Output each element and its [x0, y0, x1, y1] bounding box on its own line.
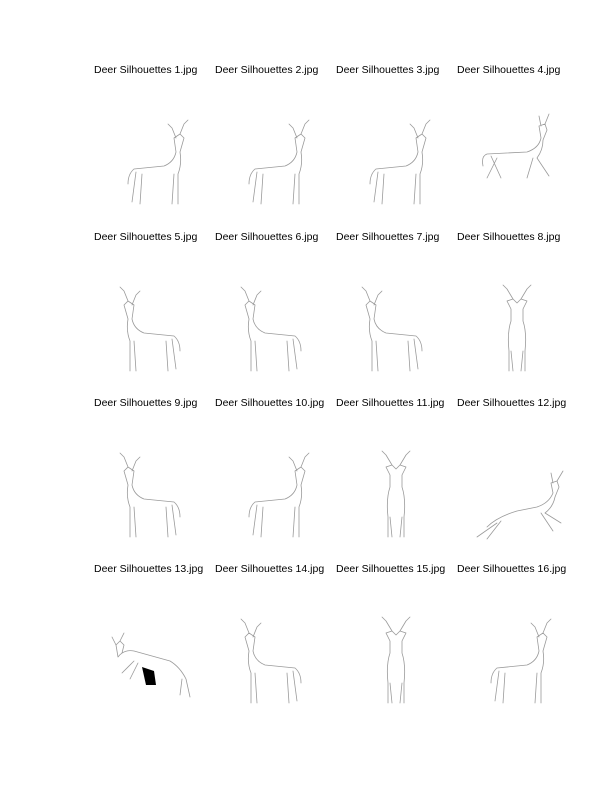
file-name-label: Deer Silhouettes 15.jpg — [336, 563, 446, 575]
file-name-label: Deer Silhouettes 1.jpg — [94, 64, 198, 76]
image-thumbnail-cell[interactable] — [457, 231, 579, 397]
deer-thumbnail[interactable] — [94, 261, 216, 396]
standing-deer-icon — [215, 94, 337, 229]
deer-thumbnail[interactable] — [457, 593, 579, 728]
deer-thumbnail[interactable] — [457, 94, 579, 229]
file-name-label: Deer Silhouettes 13.jpg — [94, 563, 204, 575]
deer-thumbnail[interactable] — [336, 427, 458, 562]
image-thumbnail-cell[interactable] — [336, 231, 458, 397]
front-deer-icon — [457, 261, 579, 396]
running-deer-icon — [94, 593, 216, 728]
image-thumbnail-cell[interactable] — [215, 563, 337, 729]
deer-thumbnail[interactable] — [457, 261, 579, 396]
deer-thumbnail[interactable] — [336, 593, 458, 728]
file-name-label: Deer Silhouettes 5.jpg — [94, 231, 198, 243]
deer-thumbnail[interactable] — [94, 94, 216, 229]
image-thumbnail-cell[interactable] — [94, 563, 216, 729]
deer-thumbnail[interactable] — [215, 593, 337, 728]
image-thumbnail-cell[interactable] — [336, 397, 458, 563]
file-name-label: Deer Silhouettes 14.jpg — [215, 563, 325, 575]
image-thumbnail-cell[interactable] — [336, 563, 458, 729]
standing-deer-icon — [215, 593, 337, 728]
image-thumbnail-cell[interactable] — [215, 64, 337, 230]
standing-deer-icon — [94, 427, 216, 562]
file-name-label: Deer Silhouettes 9.jpg — [94, 397, 198, 409]
file-name-label: Deer Silhouettes 8.jpg — [457, 231, 561, 243]
image-thumbnail-cell[interactable] — [94, 231, 216, 397]
walking-deer-icon — [457, 94, 579, 229]
image-thumbnail-cell[interactable] — [457, 397, 579, 563]
deer-thumbnail[interactable] — [94, 427, 216, 562]
file-name-label: Deer Silhouettes 2.jpg — [215, 64, 319, 76]
standing-deer-icon — [94, 94, 216, 229]
front-deer-icon — [336, 427, 458, 562]
image-thumbnail-cell[interactable] — [457, 64, 579, 230]
file-name-label: Deer Silhouettes 10.jpg — [215, 397, 325, 409]
standing-deer-icon — [215, 427, 337, 562]
standing-deer-icon — [336, 94, 458, 229]
leaping-deer-icon — [457, 427, 579, 562]
file-name-label: Deer Silhouettes 3.jpg — [336, 64, 440, 76]
deer-thumbnail[interactable] — [215, 261, 337, 396]
standing-deer-icon — [215, 261, 337, 396]
rear-deer-icon — [336, 593, 458, 728]
image-thumbnail-cell[interactable] — [215, 231, 337, 397]
file-name-label: Deer Silhouettes 7.jpg — [336, 231, 440, 243]
deer-thumbnail[interactable] — [215, 427, 337, 562]
standing-deer-icon — [94, 261, 216, 396]
file-name-label: Deer Silhouettes 12.jpg — [457, 397, 567, 409]
file-name-label: Deer Silhouettes 6.jpg — [215, 231, 319, 243]
file-name-label: Deer Silhouettes 16.jpg — [457, 563, 567, 575]
file-name-label: Deer Silhouettes 4.jpg — [457, 64, 561, 76]
file-name-label: Deer Silhouettes 11.jpg — [336, 397, 445, 409]
image-thumbnail-cell[interactable] — [336, 64, 458, 230]
image-thumbnail-cell[interactable] — [94, 397, 216, 563]
deer-thumbnail[interactable] — [336, 261, 458, 396]
deer-thumbnail[interactable] — [94, 593, 216, 728]
deer-thumbnail[interactable] — [215, 94, 337, 229]
standing-deer-icon — [457, 593, 579, 728]
image-thumbnail-cell[interactable] — [94, 64, 216, 230]
standing-deer-icon — [336, 261, 458, 396]
image-thumbnail-cell[interactable] — [215, 397, 337, 563]
image-thumbnail-cell[interactable] — [457, 563, 579, 729]
deer-thumbnail[interactable] — [457, 427, 579, 562]
deer-thumbnail[interactable] — [336, 94, 458, 229]
